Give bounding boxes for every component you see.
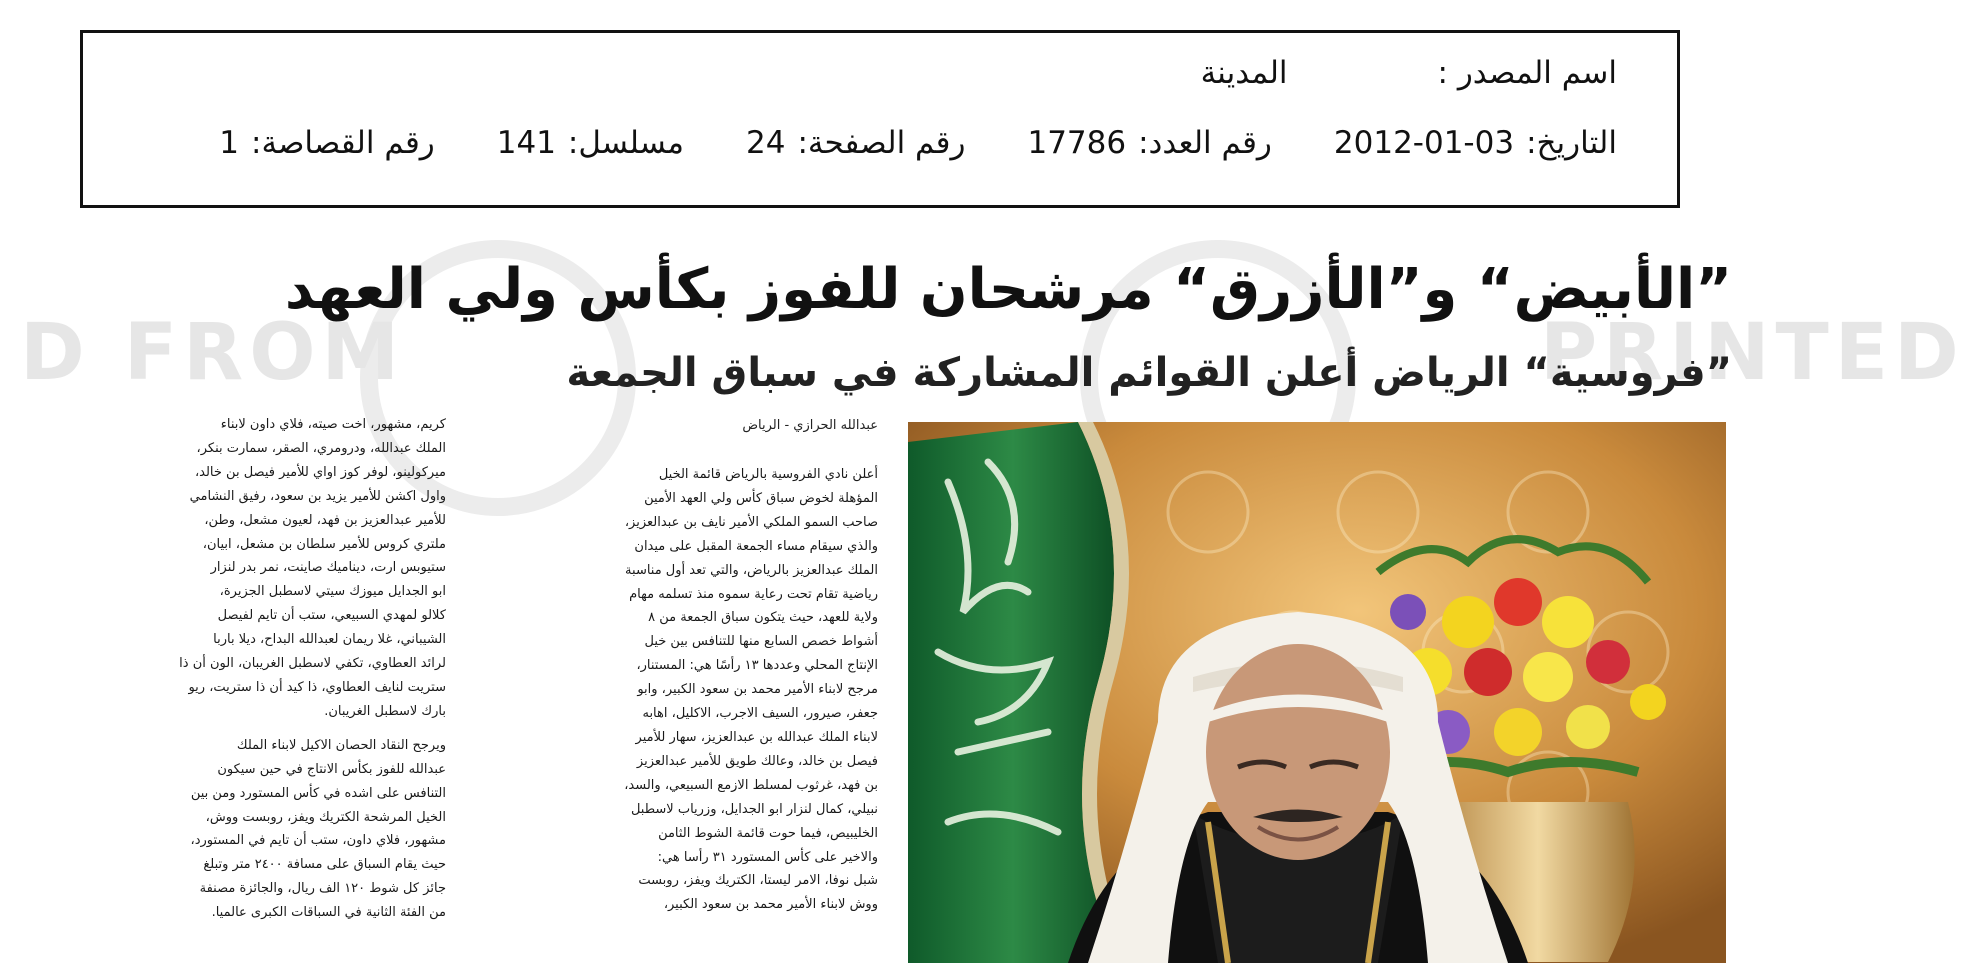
paragraph-line: حيث يقام السباق على مسافة ٢٤٠٠ متر وتبلغ — [203, 857, 446, 873]
paragraph-line: الإنتاج المحلي وعددها ١٣ رأسًا هي: المستنار، — [636, 658, 878, 674]
issue-info-row — [143, 125, 1617, 161]
paragraph-line: بارك لاسطبل الغريبان. — [324, 703, 446, 719]
paragraph-line: جائز كل شوط ١٢٠ الف ريال، والجائزة مصنفة — [199, 881, 446, 897]
source-info-box — [80, 30, 1680, 208]
paragraph-line: ويرجح النقاد الحصان الاكيل لابناء الملك — [236, 737, 446, 753]
page-field — [746, 125, 965, 161]
paragraph-line: لرائد العطاوي، تكفي لاسطبل الغريبان، الون أن ذا — [179, 656, 446, 672]
clip-field — [219, 125, 434, 161]
serial-field — [497, 125, 684, 161]
issue-field — [1027, 125, 1271, 161]
source-label: اسم المصدر : — [1437, 55, 1617, 91]
date-value: 2012-01-03 — [1333, 125, 1515, 161]
paragraph-line: ستيوبس ارت، ديناميك صاينت، نمر بدر لنزار — [210, 560, 446, 576]
paragraph-line: صاحب السمو الملكي الأمير نايف بن عبدالعزيز، — [624, 514, 878, 530]
watermark-text: D FROM — [20, 308, 406, 398]
paragraph-line: ملتري كروس للأمير سلطان بن مشعل، ابيان، — [202, 536, 446, 552]
paragraph-line: كلالو لمهدي السبيعي، ستب أن تايم لفيصل — [217, 608, 446, 624]
paragraph-line: ابو الجدايل ميوزك سيتي لاسطبل الجزيرة، — [219, 584, 446, 600]
paragraph-line: بن فهد، غرثوب لمسلط الازمع السبيعي، والسد، — [624, 777, 878, 793]
paragraph-line: من الفئة الثانية في السباقات الكبرى عالميا. — [211, 905, 446, 921]
headline: ”الأبيض“ و”الأزرق“ مرشحان للفوز بكأس ولي العهد — [284, 257, 1732, 322]
paragraph-line: مشهور، فلاي داون، ستب أن تايم في المستورد، — [190, 833, 446, 849]
paragraph-line: التنافس على اشده في كأس المستورد ومن بين — [190, 785, 446, 801]
paragraph-line: جعفر، صيرور، السيف الاجرب، الاكليل، اهابه — [642, 706, 878, 722]
article-column-left — [38, 413, 446, 925]
paragraph-line: شبل نوفا، الامر ليستا، الكتريك ويفز، روبست — [638, 873, 878, 889]
paragraph-line: المؤهلة لخوض سباق كأس ولي العهد الأمين — [644, 490, 878, 506]
article-column-middle — [468, 463, 878, 917]
paragraph-line: أشواط خصص السابع منها للتنافس بين خيل — [644, 634, 878, 650]
page-label: رقم الصفحة: — [797, 125, 966, 161]
paragraph-line: عبدالله للفوز بكأس الانتاج في حين سيكون — [217, 761, 446, 777]
paragraph-line: الخيل المرشحة الكتريك ويفز، روبست ووش، — [205, 809, 446, 825]
paragraph-line: الخليبيص، فيما حوت قائمة الشوط الثامن — [658, 825, 878, 841]
paragraph-line: الملك عبدالله، ودرومري، الصقر، سمارت بنكر، — [196, 440, 446, 456]
portrait-illustration — [908, 422, 1726, 963]
paragraph-line: ووش لابناء الأمير محمد بن سعود الكبير، — [663, 897, 878, 913]
byline: عبدالله الحرازي - الرياض — [742, 418, 878, 433]
paragraph-line: نبيلي، كمال لنزار ابو الجدايل، وزرياب لاسطبل — [630, 801, 878, 817]
source-row — [143, 55, 1617, 91]
serial-value: 141 — [496, 125, 556, 161]
article-photo — [908, 422, 1726, 963]
paragraph-line: ستريت لنايف العطاوي، ذا كيد أن ذا ستريت، ريو — [188, 679, 446, 695]
clip-label: رقم القصاصة: — [251, 125, 435, 161]
paragraph-line: ولاية للعهد، حيث يتكون سباق الجمعة من ٨ — [648, 610, 878, 626]
newspaper-clipping — [0, 230, 1965, 963]
paragraph-line: ميركولينو، لوفر كوز اواي للأمير فيصل بن خالد، — [194, 464, 446, 480]
paragraph-line: مرجح لابناء الأمير محمد بن سعود الكبير، وابو — [637, 682, 878, 698]
paragraph-line: الملك عبدالعزيز بالرياض، والتي تعد أول مناسبة — [625, 562, 878, 578]
paragraph-line: للأمير عبدالعزيز بن فهد، لعيون مشعل، وطن، — [204, 512, 446, 528]
subheadline: ”فروسية“ الرياض أعلن القوائم المشاركة في سباق الجمعة — [566, 350, 1732, 396]
clip-value: 1 — [219, 125, 240, 161]
paragraph-line: الشيباني، غلا ريمان لعبدالله البداح، ديلا باربا — [213, 632, 446, 648]
paragraph-line: فيصل بن خالد، وعالك طويق للأمير عبدالعزيز — [636, 753, 878, 769]
paragraph-line: والذي سيقام مساء الجمعة المقبل على ميدان — [634, 538, 878, 554]
watermark-text: PRINTED — [1540, 308, 1965, 398]
date-field — [1334, 125, 1617, 161]
page-value: 24 — [746, 125, 786, 161]
serial-label: مسلسل: — [567, 125, 685, 161]
paragraph-line: والاخير على كأس المستورد ٣١ رأسا هي: — [657, 849, 878, 865]
date-label: التاريخ: — [1526, 125, 1617, 161]
paragraph-line: كريم، مشهور، اخت صيته، فلاي داون لابناء — [220, 417, 446, 432]
paragraph-line: أعلن نادي الفروسية بالرياض قائمة الخيل — [658, 467, 878, 482]
source-value: المدينة — [1200, 55, 1288, 91]
paragraph-line: واول اكشن للأمير يزيد بن سعود، رفيق النشامي — [189, 488, 446, 504]
source-field — [1201, 55, 1617, 91]
issue-label: رقم العدد: — [1138, 125, 1272, 161]
paragraph-line: لابناء الملك عبدالله بن عبدالعزيز، سهار للأمير — [635, 729, 878, 745]
issue-value: 17786 — [1027, 125, 1127, 161]
paragraph-line: رياضية تقام تحت رعاية سموه منذ تسلمه مهام — [629, 586, 878, 602]
